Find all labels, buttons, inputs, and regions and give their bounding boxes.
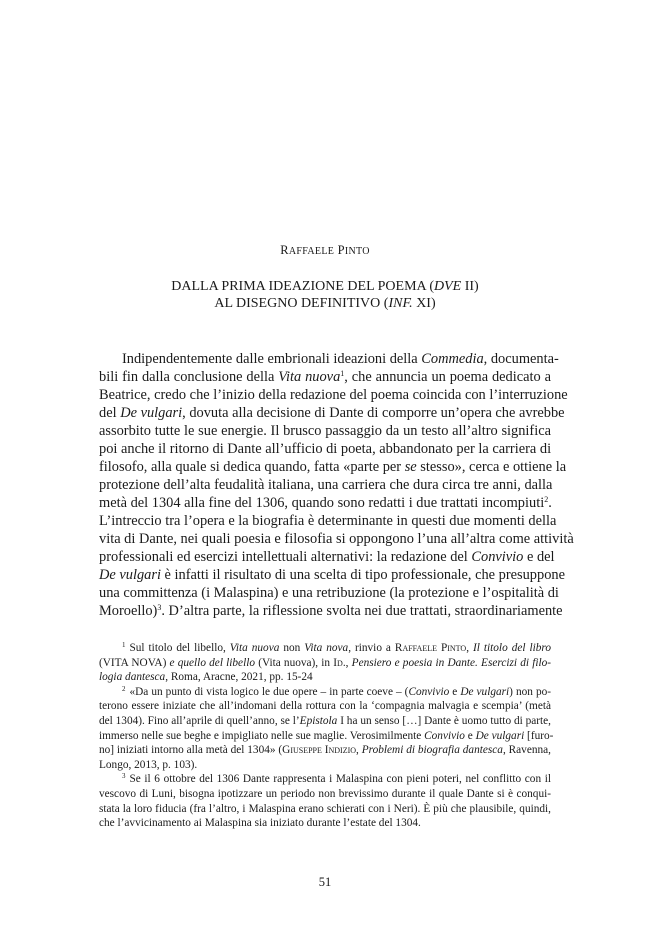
footnote-ref-1[interactable]: 1 [340, 369, 345, 378]
footnote-line: no] iniziati intorno alla metà del 1304» (Giuseppe Indizio, Problemi di biografia dantesca, Ravenna, [99, 744, 551, 757]
footnote-ref-2[interactable]: 2 [544, 495, 549, 504]
body-line: una committenza (i Malaspina) e una retribuzione (la protezione e l’ospitalità di [99, 585, 559, 601]
title-line-2: AL DISEGNO DEFINITIVO (INF. XI) [214, 296, 436, 311]
footnote-1: $^1$ Sul titolo del libello, Vita nuova non Vita nova, rinvio a Raffaele Pinto, Il titolo del libro [122, 641, 552, 654]
author-name: RAFFAELE PINTO [280, 243, 370, 257]
body-line: filosofo, alla quale si dedica quando, fatta «parte per se stesso», cerca e ottiene la [99, 459, 567, 475]
footnote-line: immerso nelle sue beghe e impigliato nelle sue maglie. Verosimilmente Convivio e De vulgari [furo- [99, 729, 554, 742]
body-line: assorbito tutte le sue energie. Il brusco passaggio da un testo all’altro significa [99, 423, 551, 439]
body-line: vita di Dante, nei quali poesia e filosofia si oppongono l’una all’altra come attività [99, 531, 574, 547]
article-title [0, 278, 650, 312]
footnote-line: vescovo di Luni, bisogna ipotizzare un periodo non brevissimo durante il quale Dante si è conqui- [99, 787, 551, 800]
title-line-1: DALLA PRIMA IDEAZIONE DEL POEMA (DVE II) [171, 279, 479, 294]
body-line: protezione dell’alta feudalità italiana, una carriera che dura circa tre anni, dalla [99, 477, 553, 493]
footnote-ref-3[interactable]: 3 [157, 603, 162, 612]
footnote-line: del 1304). Fino all’aprile di quell’anno, se l’Epistola I ha un senso […] Dante è uomo tutto di parte, [99, 714, 551, 727]
page-number: 51 [318, 875, 332, 889]
body-line: professionali ed esercizi intellettuali alternativi: la redazione del Convivio e del [99, 549, 555, 565]
body-line: De vulgari è infatti il risultato di una scelta di tipo professionale, che presuppone [99, 567, 565, 583]
body-paragraph [99, 350, 574, 620]
body-line: metà del 1304 alla fine del 1306, quando sono redatti i due trattati incompiuti$^2$. [99, 495, 552, 511]
footnote-line: stata la loro fiducia (fra l’altro, i Malaspina erano schierati con i Neri). È più che plausibile, quindi, [99, 802, 551, 815]
body-line: poi anche il ritorno di Dante all’ufficio di poeta, abbandonato per la carriera di [99, 441, 552, 457]
body-line: del De vulgari, dovuta alla decisione di Dante di comporre un’opera che avrebbe [99, 405, 565, 421]
footnote-line: terono essere iniziate che all’indomani della rottura con la ‘compagnia malvagia e scempia’ (metà [99, 700, 551, 713]
footnote-line: (VITA NOVA) e quello del libello (Vita nuova), in Id., Pensiero e poesia in Dante. Esercizi di filo- [99, 656, 552, 669]
body-line: Moroello)$^3$. D’altra parte, la riflessione svolta nei due trattati, straordinariamente [99, 603, 563, 619]
footnote-line: logia dantesca, Roma, Aracne, 2021, pp. 15-24 [99, 671, 313, 684]
footnote-line: Longo, 2013, p. 103). [99, 758, 198, 771]
footnotes [99, 641, 554, 831]
footnote-line: che l’avvicinamento ai Malaspina sia iniziato durante l’estate del 1304. [99, 817, 421, 830]
footnote-3: $^3$ Se il 6 ottobre del 1306 Dante rappresenta i Malaspina con pieni poteri, nel conflitto con il [122, 772, 551, 786]
footnote-2: $^2$ «Da un punto di vista logico le due opere – in parte coeve – (Convivio e De vulgari) non po- [122, 684, 551, 698]
body-line: Indipendentemente dalle embrionali ideazioni della Commedia, documenta- [122, 351, 559, 367]
body-line: L’intreccio tra l’opera e la biografia è determinante in questi due momenti della [99, 513, 557, 529]
body-line: Beatrice, credo che l’inizio della redazione del poema coincida con l’interruzione [99, 387, 568, 403]
body-line: bili fin dalla conclusione della Vita nuova$^1$, che annuncia un poema dedicato a [99, 369, 551, 385]
